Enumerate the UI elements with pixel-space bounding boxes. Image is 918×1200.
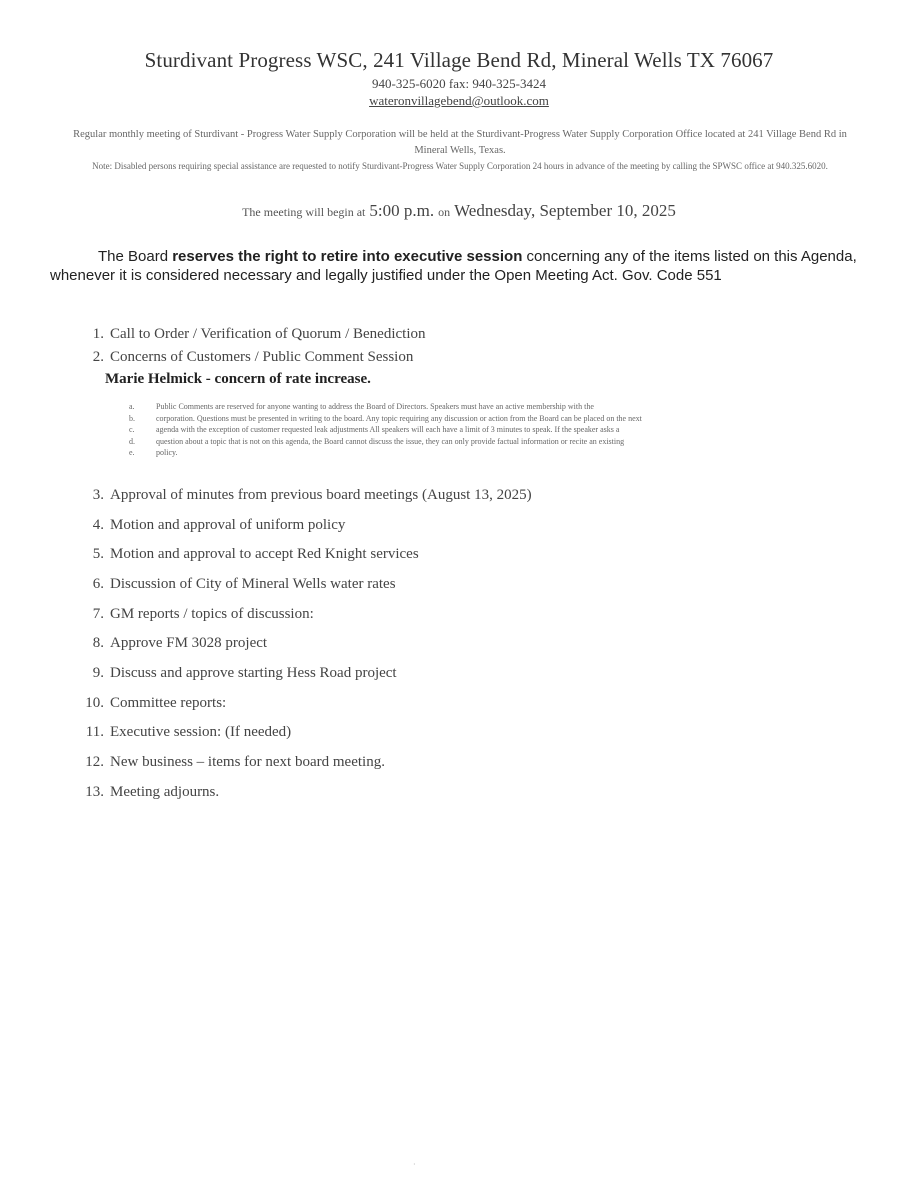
meeting-date: Wednesday, September 10, 2025 <box>454 201 676 220</box>
rule-line: a. Public Comments are reserved for anyone wanting to address the Board of Directors. Speakers must have an active membership with the <box>129 402 594 411</box>
scan-speck: · <box>413 1160 416 1169</box>
agenda-item: 2. Concerns of Customers / Public Comment Session <box>92 349 414 365</box>
letterhead <box>0 48 918 109</box>
rule-line: c. agenda with the exception of customer requested leak adjustments All speakers will each have a limit of 3 minutes to speak. If the speaker asks a <box>129 425 620 434</box>
agenda-item: 3. Approval of minutes from previous board meetings (August 13, 2025) <box>92 487 532 503</box>
rule-line: e. policy. <box>129 448 178 457</box>
agenda-item: 9. Discuss and approve starting Hess Road project <box>92 665 397 681</box>
phone-fax-line: 940-325-6020 fax: 940-325-3424 <box>371 76 547 91</box>
agenda-item: 8. Approve FM 3028 project <box>92 635 268 651</box>
disability-note: Note: Disabled persons requiring special assistance are requested to notify Sturdivant-Progress Water Supply Corporation 24 hours in advance of the meeting by calling the SPWSC office at 940.325.6020. <box>92 161 828 171</box>
agenda-item: 5. Motion and approval to accept Red Knight services <box>92 546 419 562</box>
rule-line: b. corporation. Questions must be presented in writing to the board. Any topic requiring any discussion or action from the Board can be placed on the next <box>129 413 642 423</box>
notice-paragraph: Regular monthly meeting of Sturdivant - Progress Water Supply Corporation will be held at the Sturdivant-Progress Water Supply Corporation Office located at 241 Village Bend Rd in Mineral Wells, Texas. <box>73 129 847 156</box>
organization-line: Sturdivant Progress WSC, 241 Village Bend Rd, Mineral Wells TX 76067 <box>144 48 774 72</box>
board-statement <box>50 247 880 285</box>
board-statement-start: The Board <box>98 248 169 265</box>
board-statement-end: concerning any of the items listed on this Agenda, whenever it is considered necessary and legally justified under the Open Meeting Act. Gov. Code 551 <box>50 248 857 284</box>
meeting-on: on <box>438 205 451 219</box>
email-link[interactable]: wateronvillagebend@outlook.com <box>369 93 549 108</box>
meeting-time: 5:00 p.m. <box>369 201 435 220</box>
agenda-item: 11. Executive session: (If needed) <box>85 724 292 740</box>
meeting-time-line <box>0 201 918 221</box>
meeting-prefix: The meeting will begin at <box>242 205 366 219</box>
board-statement-bold: reserves the right to retire into executive session <box>172 248 523 265</box>
agenda-item: 6. Discussion of City of Mineral Wells water rates <box>92 576 396 592</box>
agenda-item: 1. Call to Order / Verification of Quorum / Benediction <box>92 326 426 342</box>
agenda-item: 13. Meeting adjourns. <box>85 784 220 800</box>
meeting-notice <box>60 127 860 172</box>
agenda-item: 7. GM reports / topics of discussion: <box>92 606 314 622</box>
agenda-item: 10. Committee reports: <box>85 695 227 711</box>
rule-line: d. question about a topic that is not on this agenda, the Board cannot discuss the issue, they can only provide factual information or recite an existing <box>129 436 625 446</box>
speaker-entry: Marie Helmick - concern of rate increase. <box>105 371 371 387</box>
public-comment-rules <box>129 401 869 459</box>
agenda-item: 4. Motion and approval of uniform policy <box>92 517 346 533</box>
agenda-item: 12. New business – items for next board meeting. <box>85 754 385 770</box>
